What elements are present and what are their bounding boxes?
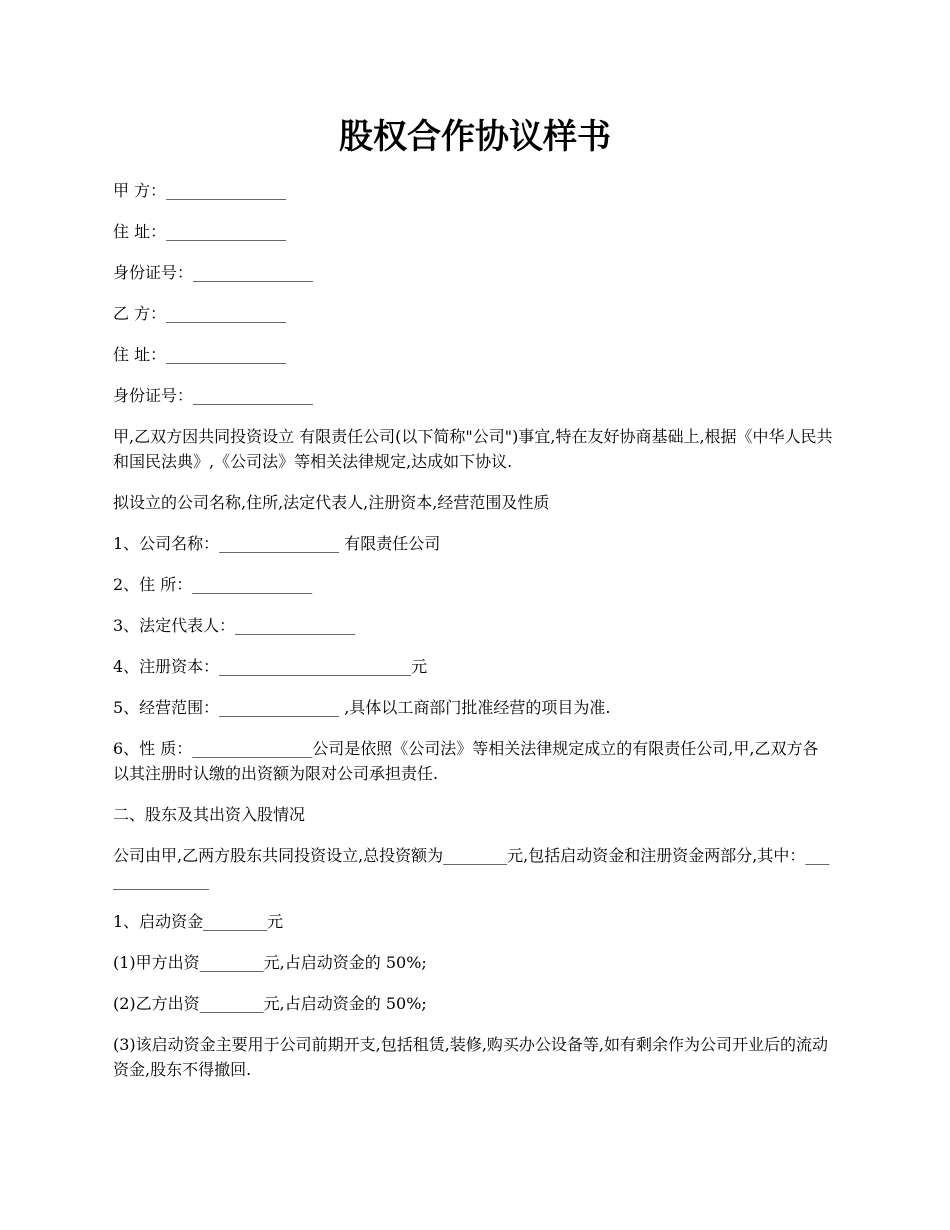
party-b-id-line: 身份证号：_______________ xyxy=(113,386,314,405)
clause-registered-capital: 4、注册资本：________________________元 xyxy=(113,657,428,676)
clause-company-name: 1、公司名称：_______________ 有限责任公司 xyxy=(113,534,441,553)
section-heading-shareholders: 二、股东及其出资入股情况 xyxy=(113,805,306,824)
party-b-address-line: 住 址：_______________ xyxy=(113,345,287,364)
party-a-address-line: 住 址：_______________ xyxy=(113,222,287,241)
party-a-name-line: 甲 方：_______________ xyxy=(113,181,287,200)
preamble-paragraph: 甲,乙双方因共同投资设立 有限责任公司(以下简称"公司")事宜,特在友好协商基础上,根据《中华人民共和国民法典》,《公司法》等相关法律规定,达成如下协议. xyxy=(113,427,833,471)
clause-business-scope: 5、经营范围：_______________ ,具体以工商部门批准经营的项目为准. xyxy=(113,698,611,717)
clause-domicile: 2、住 所：_______________ xyxy=(113,575,313,594)
clause-legal-representative: 3、法定代表人：_______________ xyxy=(113,616,356,635)
clause-party-b-contribution: (2)乙方出资________元,占启动资金的 50%; xyxy=(113,994,427,1013)
clause-startup-capital-usage: (3)该启动资金主要用于公司前期开支,包括租赁,装修,购买办公设备等,如有剩余作为公司开业后的流动资金,股东不得撤回. xyxy=(113,1035,829,1079)
section-heading-company-info: 拟设立的公司名称,住所,法定代表人,注册资本,经营范围及性质 xyxy=(113,493,550,512)
document-title: 股权合作协议样书 xyxy=(339,117,611,157)
clause-company-nature: 6、性 质：_______________公司是依照《公司法》等相关法律规定成立的有限责任公司,甲,乙双方各以其注册时认缴的出资额为限对公司承担责任. xyxy=(113,739,819,783)
document-body xyxy=(113,178,833,1098)
party-a-id-line: 身份证号：_______________ xyxy=(113,263,314,282)
clause-startup-capital: 1、启动资金________元 xyxy=(113,912,284,931)
party-b-name-line: 乙 方：_______________ xyxy=(113,304,287,323)
clause-party-a-contribution: (1)甲方出资________元,占启动资金的 50%; xyxy=(113,953,427,972)
paragraph-total-investment: 公司由甲,乙两方股东共同投资设立,总投资额为________元,包括启动资金和注册资金两部分,其中：_______________ xyxy=(113,846,830,890)
